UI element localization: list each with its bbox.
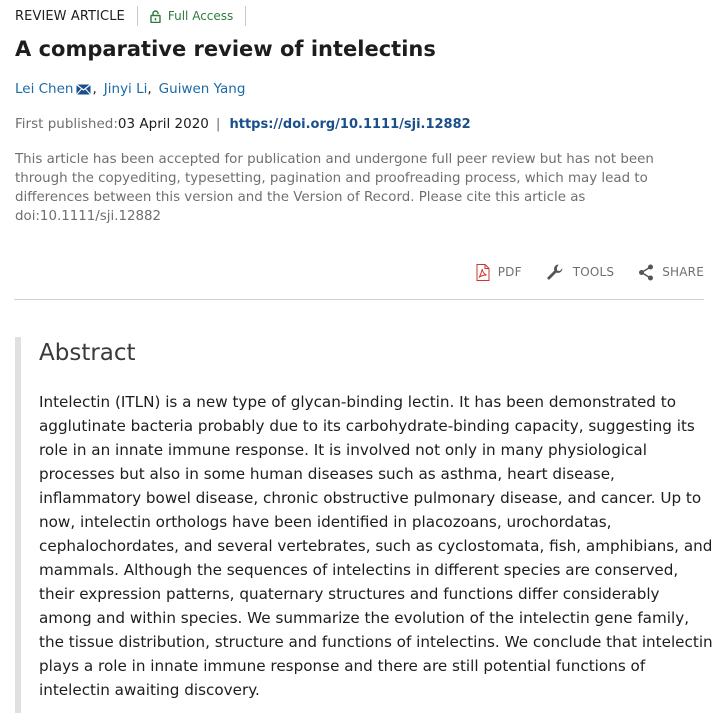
article-toolbar — [452, 262, 704, 282]
full-access-label: Full Access — [167, 9, 234, 23]
author-list — [15, 81, 245, 97]
pdf-button[interactable] — [476, 264, 522, 281]
author-link[interactable]: Guiwen Yang — [158, 81, 246, 97]
tools-button[interactable] — [546, 263, 615, 282]
section-divider — [14, 299, 704, 300]
article-title: A comparative review of intelectins — [15, 37, 436, 61]
accepted-notice: This article has been accepted for publication and undergone full peer review but has not been through the copyediting, typesetting, pagination and proofreading process, which may lead to differences between this version and the Version of Record. Please cite this article as doi:10.1111/sji.12882 — [15, 152, 654, 224]
share-button[interactable] — [638, 264, 704, 281]
article-type-label: REVIEW ARTICLE — [15, 8, 125, 24]
doi-link[interactable]: https://doi.org/10.1111/sji.12882 — [229, 116, 471, 132]
publication-info — [15, 116, 471, 132]
email-icon[interactable] — [76, 84, 91, 95]
share-icon — [638, 264, 654, 281]
abstract-section — [15, 337, 717, 713]
wrench-icon — [546, 263, 565, 282]
author-separator: , — [92, 81, 97, 97]
pubinfo-separator: | — [215, 116, 221, 132]
abstract-heading: Abstract — [39, 340, 136, 366]
open-lock-icon — [150, 10, 161, 23]
author-link[interactable]: Lei Chen — [15, 81, 74, 97]
publication-date: 03 April 2020 — [117, 116, 209, 132]
meta-divider — [137, 6, 138, 26]
share-label: SHARE — [662, 265, 704, 279]
pdf-icon — [476, 264, 490, 281]
author-separator: , — [147, 81, 152, 97]
author-link[interactable]: Jinyi Li — [103, 81, 148, 97]
meta-divider — [245, 6, 246, 26]
full-access-badge — [150, 9, 233, 23]
pdf-label: PDF — [497, 265, 522, 279]
first-published-label: First published: — [15, 116, 118, 132]
article-meta-row — [15, 6, 258, 26]
abstract-text: Intelectin (ITLN) is a new type of glycan-binding lectin. It has been demonstrated to agglutinate bacteria probably due to its carbohydrate-binding capacity, suggesting its role in an innate immune response. It is involved not only in many physiological processes but also in some human diseases such as asthma, heart disease, inflammatory bowel disease, chronic obstructive pulmonary disease, and cancer. Up to now, intelectin orthologs have been identified in placozoans, urochordatas, cephalochordates, and several vertebrates, such as cyclostomata, fish, amphibians, and mammals. Although the sequences of intelectins in different species are conserved, their expression patterns, quaternary structures and functions differ considerably among and within species. We summarize the evolution of the intelectin gene family, the tissue distribution, structure and functions of intelectins. We conclude that intelectin plays a role in innate immune response and there are still potential functions of intelectin awaiting discovery. — [39, 393, 713, 699]
tools-label: TOOLS — [572, 265, 615, 279]
